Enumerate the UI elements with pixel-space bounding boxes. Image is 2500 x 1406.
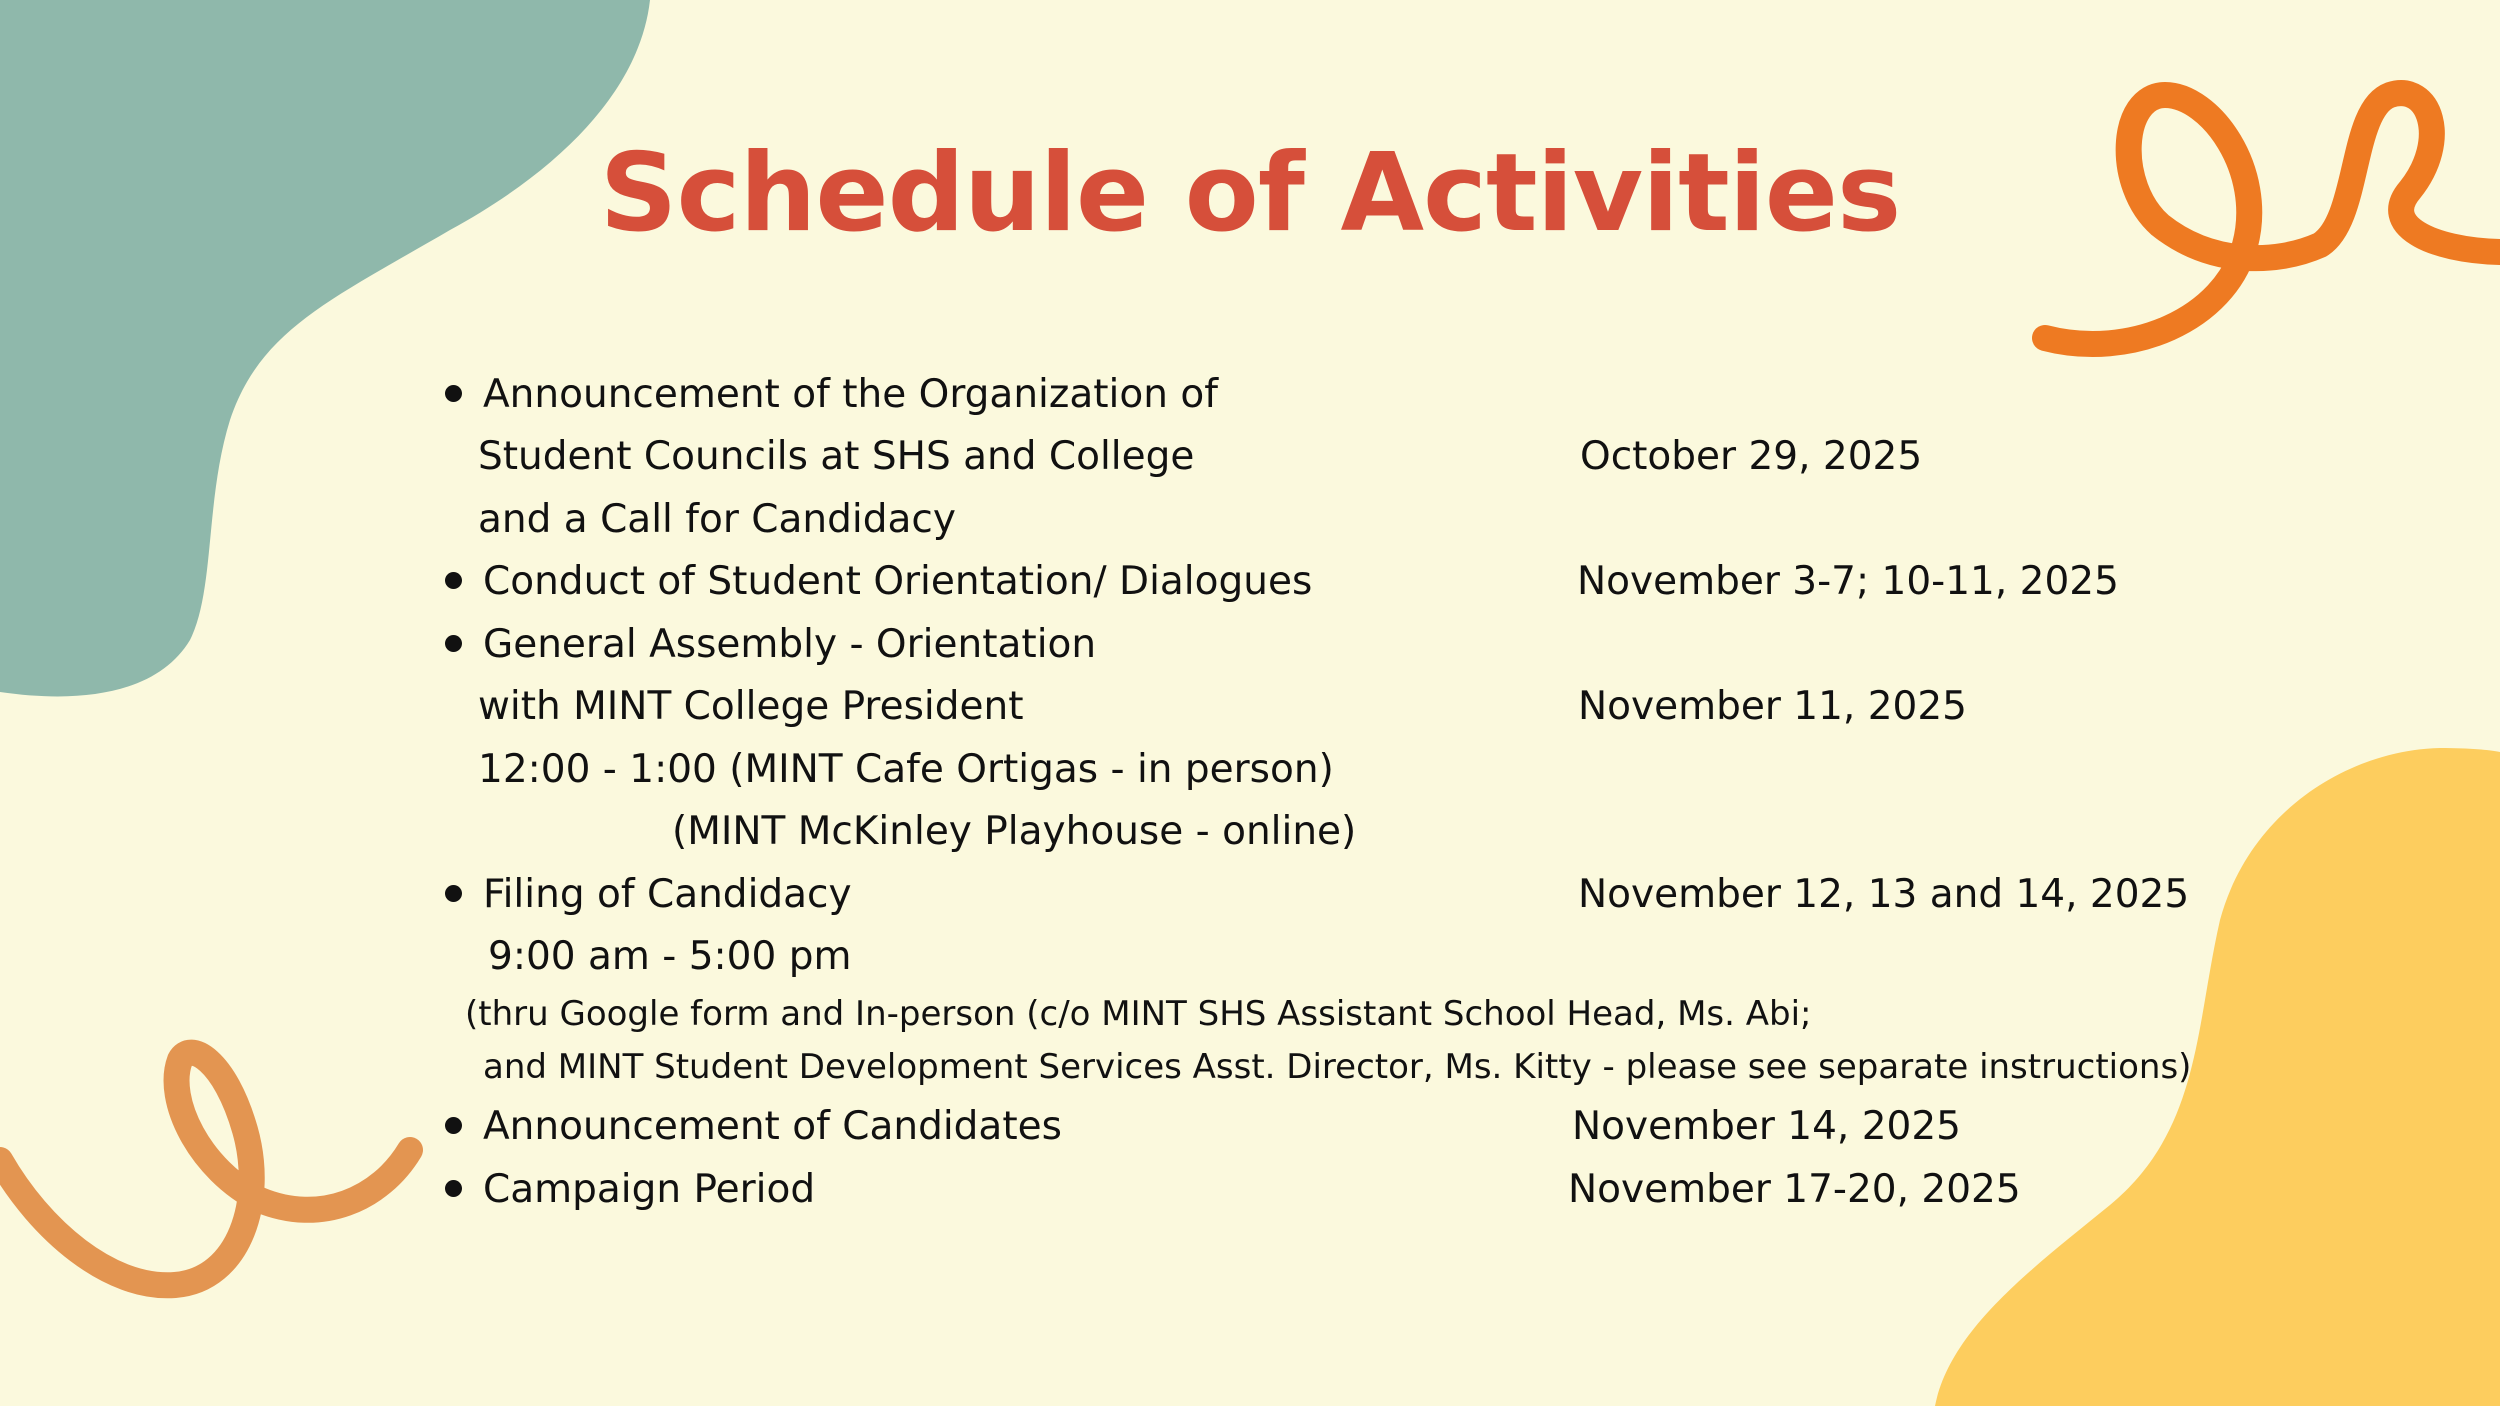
bullet-icon [445,1180,462,1197]
activity-3-line-1: General Assembly - Orientation [483,622,1097,667]
bullet-icon [445,635,462,652]
page-title: Schedule of Activities [599,131,1901,256]
activity-6-date: November 17-20, 2025 [1568,1167,2021,1212]
peach-squiggle-shape [0,1053,410,1286]
activity-1-line-3: and a Call for Candidacy [478,497,956,542]
activity-4-note-1: (thru Google form and In-person (c/o MINT SHS Assistant School Head, Ms. Abi; [465,994,1812,1034]
activity-5-line-1: Announcement of Candidates [483,1104,1062,1149]
activity-1-date: October 29, 2025 [1580,434,1923,479]
bullet-icon [445,572,462,589]
bullet-icon [445,385,462,402]
activity-4-line-2: 9:00 am - 5:00 pm [488,934,852,979]
activity-3-line-2: with MINT College President [478,684,1024,729]
bullet-icon [445,885,462,902]
activity-2-date: November 3-7; 10-11, 2025 [1577,559,2119,604]
activity-1-line-1: Announcement of the Organization of [483,372,1218,417]
bullet-icon [445,1117,462,1134]
activity-3-date: November 11, 2025 [1578,684,1967,729]
activity-4-note-2: and MINT Student Development Services Asst. Director, Ms. Kitty - please see separate instructions) [483,1047,2192,1087]
activity-4-line-1: Filing of Candidacy [483,872,852,917]
activity-3-line-3: 12:00 - 1:00 (MINT Cafe Ortigas - in person) [478,747,1334,792]
activity-3-line-4: (MINT McKinley Playhouse - online) [672,809,1357,854]
activity-6-line-1: Campaign Period [483,1167,816,1212]
activity-2-line-1: Conduct of Student Orientation/ Dialogues [483,559,1313,604]
activity-5-date: November 14, 2025 [1572,1104,1961,1149]
activity-4-date: November 12, 13 and 14, 2025 [1578,872,2190,917]
activity-1-line-2: Student Councils at SHS and College [478,434,1195,479]
